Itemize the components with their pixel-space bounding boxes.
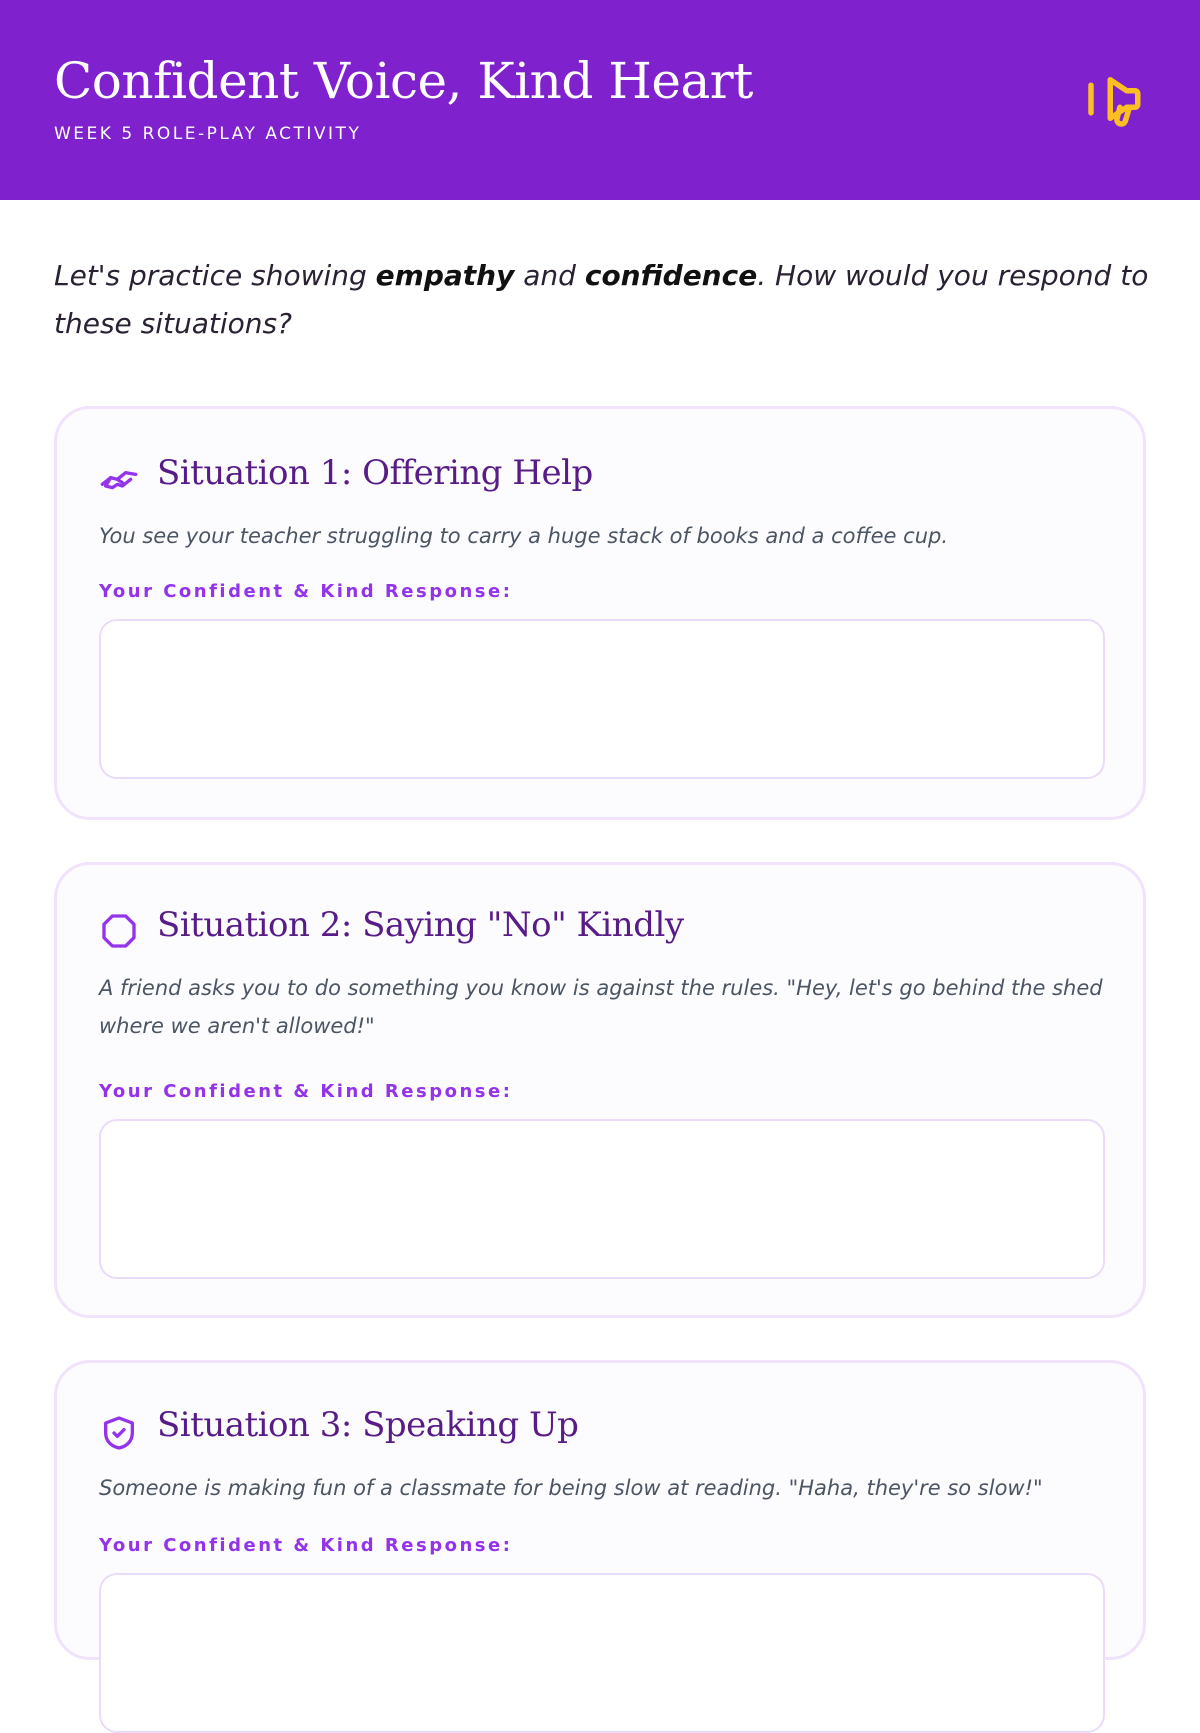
response-label: Your Confident & Kind Response:	[99, 1081, 513, 1102]
situation-title: Situation 3: Speaking Up	[157, 1405, 579, 1445]
situation-description: A friend asks you to do something you know is against the rules. "Hey, let's go behind the shed where we aren't allowed!"	[99, 976, 1103, 1038]
situation-title: Situation 1: Offering Help	[157, 453, 593, 493]
situation-card	[54, 1360, 1146, 1660]
situation-card	[54, 862, 1146, 1318]
response-label: Your Confident & Kind Response:	[99, 581, 513, 602]
response-input[interactable]	[99, 1119, 1105, 1279]
page-subtitle: WEEK 5 ROLE-PLAY ACTIVITY	[54, 124, 362, 144]
shield-check-icon	[99, 1413, 139, 1453]
page-title: Confident Voice, Kind Heart	[54, 52, 753, 110]
response-input[interactable]	[99, 619, 1105, 779]
page-header	[0, 0, 1200, 200]
situation-card	[54, 406, 1146, 820]
intro-text: Let's practice showing empathy and confidence. How would you respond to these situations?	[54, 259, 1149, 340]
handshake-icon	[99, 461, 139, 501]
response-input[interactable]	[99, 1573, 1105, 1733]
megaphone-icon	[1080, 66, 1146, 132]
situation-description: You see your teacher struggling to carry a huge stack of books and a coffee cup.	[99, 524, 949, 548]
stop-octagon-icon	[99, 911, 139, 951]
situation-title: Situation 2: Saying "No" Kindly	[157, 905, 684, 945]
situation-description: Someone is making fun of a classmate for being slow at reading. "Haha, they're so slow!"	[99, 1476, 1043, 1500]
response-label: Your Confident & Kind Response:	[99, 1535, 513, 1556]
